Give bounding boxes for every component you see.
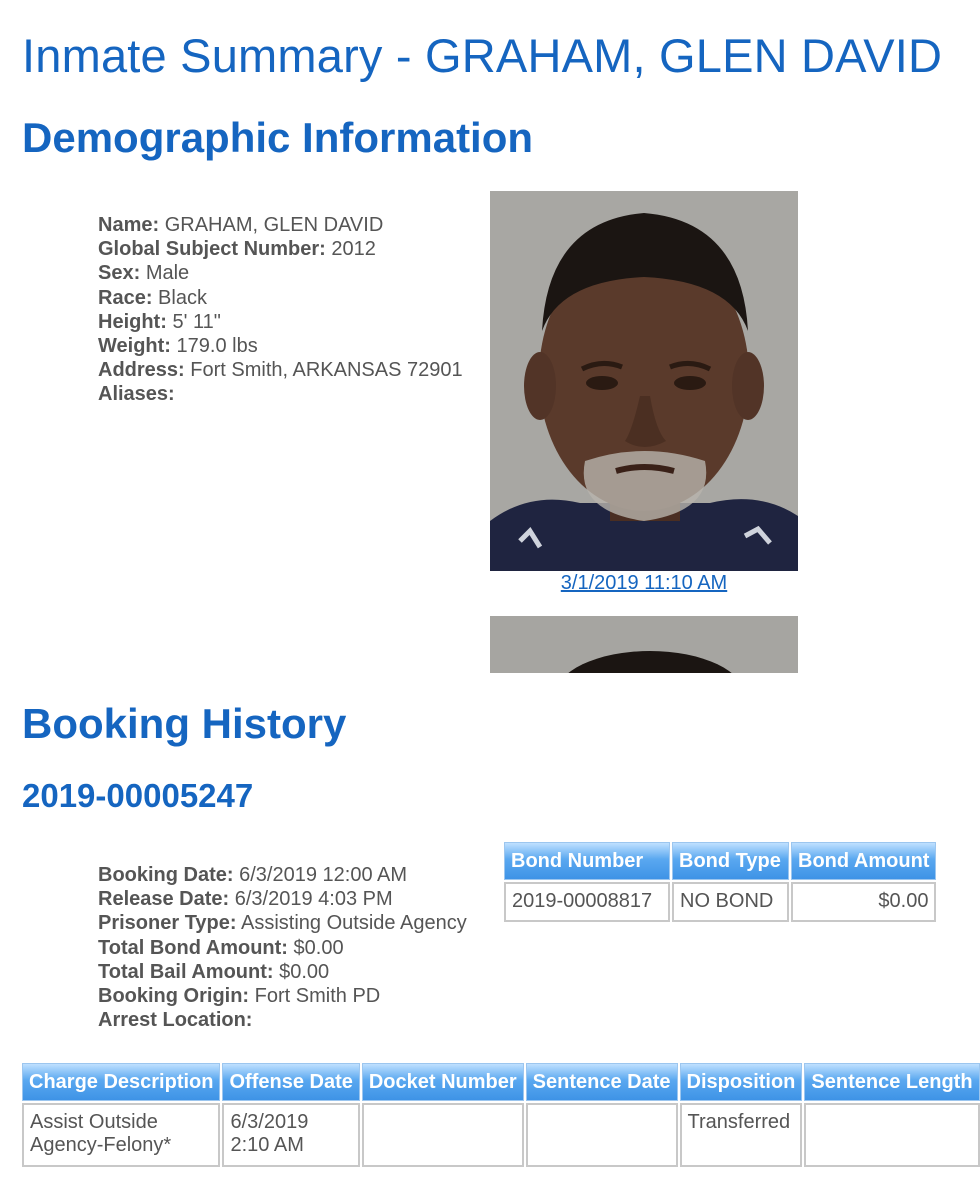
bond-type-header: Bond Type — [672, 842, 789, 880]
demo-row-race — [98, 286, 463, 310]
table-row — [22, 1103, 980, 1167]
demo-value: 179.0 lbs — [176, 335, 258, 358]
charge-description-header: Charge Description — [22, 1063, 220, 1101]
demo-label: Race: — [98, 286, 153, 309]
demo-label: Sex: — [98, 262, 141, 285]
demo-label: Address: — [98, 359, 185, 382]
booking-value: 6/3/2019 4:03 PM — [234, 888, 393, 911]
booking-row-booking-date — [98, 863, 467, 887]
demographic-heading: Demographic Information — [22, 114, 534, 161]
sentence-date-header: Sentence Date — [526, 1063, 678, 1101]
booking-row-total-bail — [98, 960, 467, 984]
booking-row-arrest-location — [98, 1008, 467, 1032]
demo-label: Weight: — [98, 335, 171, 358]
demo-value: 5' 11" — [172, 310, 221, 333]
booking-label: Prisoner Type: — [98, 912, 237, 935]
disposition-header: Disposition — [680, 1063, 803, 1101]
bond-number-header: Bond Number — [504, 842, 670, 880]
page-title: Inmate Summary - GRAHAM, GLEN DAVID — [22, 29, 943, 82]
booking-history-heading: Booking History — [22, 700, 347, 747]
booking-value: 6/3/2019 12:00 AM — [239, 864, 408, 886]
booking-value: $0.00 — [279, 960, 330, 983]
mugshot-photo — [490, 191, 798, 571]
demo-label: Global Subject Number: — [98, 238, 326, 261]
bond-type-cell: NO BOND — [672, 882, 789, 922]
table-row — [504, 882, 936, 922]
demo-value: 2012 — [331, 238, 376, 261]
booking-details — [98, 863, 467, 1032]
disposition-cell: Transferred — [680, 1103, 803, 1167]
demo-row-sex — [98, 261, 463, 285]
bond-amount-header: Bond Amount — [791, 842, 936, 880]
demo-row-subject-number — [98, 237, 463, 261]
bond-number-cell: 2019-00008817 — [504, 882, 670, 922]
bond-amount-cell: $0.00 — [791, 882, 936, 922]
demo-row-address — [98, 358, 463, 382]
docket-number-cell — [362, 1103, 524, 1167]
demo-label: Name: — [98, 214, 160, 236]
booking-row-prisoner-type — [98, 911, 467, 935]
booking-label: Booking Origin: — [98, 985, 250, 1008]
photo-date-link[interactable]: 3/1/2019 11:10 AM — [560, 572, 728, 594]
booking-label: Total Bond Amount: — [98, 936, 288, 959]
demographic-details — [98, 213, 463, 407]
bond-table-header-row — [504, 842, 936, 880]
booking-value: Assisting Outside Agency — [241, 912, 467, 935]
demo-value: Black — [158, 286, 207, 309]
sentence-length-header: Sentence Length — [804, 1063, 979, 1101]
demo-row-aliases — [98, 382, 463, 406]
demo-value: Fort Smith, ARKANSAS 72901 — [190, 359, 463, 382]
demo-row-weight — [98, 334, 463, 358]
demo-label: Aliases: — [98, 383, 175, 406]
charge-table — [20, 1061, 980, 1169]
bond-table — [502, 840, 938, 924]
booking-row-origin — [98, 984, 467, 1008]
mugshot-drawing-secondary — [490, 616, 798, 673]
booking-label: Release Date: — [98, 888, 230, 911]
booking-row-total-bond — [98, 936, 467, 960]
offense-date-header: Offense Date — [222, 1063, 359, 1101]
sentence-length-cell — [804, 1103, 979, 1167]
demo-row-height — [98, 310, 463, 334]
charge-table-header-row — [22, 1063, 980, 1101]
offense-date-cell: 6/3/2019 2:10 AM — [222, 1103, 359, 1167]
booking-label: Booking Date: — [98, 864, 234, 886]
demo-label: Height: — [98, 310, 167, 333]
mugshot-drawing — [490, 191, 798, 571]
booking-row-release-date — [98, 887, 467, 911]
mugshot-photo-secondary — [490, 616, 798, 673]
booking-number: 2019-00005247 — [22, 777, 254, 814]
charge-description-cell: Assist Outside Agency-Felony* — [22, 1103, 220, 1167]
sentence-date-cell — [526, 1103, 678, 1167]
booking-value: Fort Smith PD — [254, 985, 381, 1008]
booking-label: Total Bail Amount: — [98, 960, 274, 983]
booking-label: Arrest Location: — [98, 1009, 253, 1032]
demo-value: Male — [145, 262, 190, 285]
demo-value: GRAHAM, GLEN DAVID — [164, 214, 384, 236]
booking-value: $0.00 — [293, 936, 344, 959]
demo-row-name — [98, 213, 463, 237]
docket-number-header: Docket Number — [362, 1063, 524, 1101]
